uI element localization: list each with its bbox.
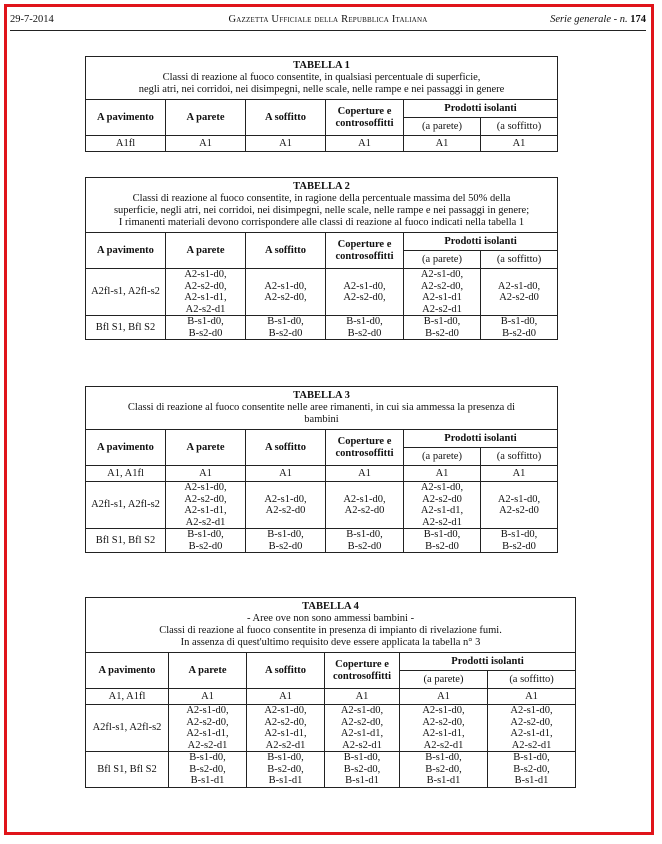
cell-line: B-s2-d0 bbox=[425, 540, 459, 552]
cell-line: B-s2-d0 bbox=[347, 540, 382, 552]
cell-line: A2-s2-d0, bbox=[264, 292, 307, 303]
table-cell bbox=[325, 752, 400, 788]
col-header-pavimento: A pavimento bbox=[86, 233, 166, 269]
table-cell bbox=[326, 482, 404, 529]
cell-line: A2-s2-d1 bbox=[423, 739, 464, 751]
cell-line: B-s1-d0, bbox=[423, 529, 461, 540]
cell-line: A2-s1-d1, bbox=[186, 728, 229, 739]
cell-line: A2fl-s1, A2fl-s2 bbox=[92, 722, 162, 734]
cell-line: A2fl-s1, A2fl-s2 bbox=[91, 286, 160, 298]
cell-line: B-s1-d0, bbox=[189, 752, 226, 763]
cell-line: B-s1-d0, bbox=[267, 752, 304, 763]
table-cell bbox=[404, 466, 481, 482]
col-header-pavimento: A pavimento bbox=[86, 653, 169, 689]
cell-line: A2-s1-d0, bbox=[340, 705, 384, 716]
col-header-prodotti: Prodotti isolanti bbox=[400, 653, 576, 671]
caption-line: Classi di reazione al fuoco consentite, in qualsiasi percentuale di superficie, bbox=[162, 72, 481, 83]
table-row bbox=[86, 316, 558, 340]
caption-line: I rimanenti materiali devono corrispondere alle classi di reazione al fuoco indicati nella tabella 1 bbox=[118, 217, 525, 228]
cell-line: A2-s2-d1 bbox=[342, 739, 382, 751]
caption-line: bambini bbox=[304, 414, 339, 425]
cell-line: B-s1-d0, bbox=[267, 529, 304, 540]
col-header-prodotti: Prodotti isolanti bbox=[404, 233, 558, 251]
table-title: TABELLA 3 bbox=[293, 390, 350, 401]
table-cell bbox=[246, 136, 326, 152]
cell-line: B-s2-d0, bbox=[267, 763, 304, 775]
col-header-pavimento: A pavimento bbox=[86, 100, 166, 136]
cell-line: A2-s2-d1 bbox=[422, 516, 462, 528]
table-cell bbox=[481, 466, 558, 482]
tabella-2 bbox=[85, 177, 558, 340]
caption-line: superficie, negli atri, nei corridoi, nei disimpegni, nelle scale, nelle rampe e nei passaggi in genere; bbox=[113, 205, 530, 216]
table-cell bbox=[481, 136, 558, 152]
table-cell bbox=[169, 752, 247, 788]
cell-line: A1fl bbox=[115, 137, 136, 149]
table-cell bbox=[326, 316, 404, 340]
table-cell bbox=[400, 752, 488, 788]
cell-line: A2-s1-d0, bbox=[184, 482, 227, 493]
col-header-parete: A parete bbox=[169, 653, 247, 689]
table-title: TABELLA 2 bbox=[293, 181, 350, 192]
table-cell bbox=[488, 752, 576, 788]
cell-line: A2-s2-d0, bbox=[184, 280, 227, 292]
table-row bbox=[86, 466, 558, 482]
cell-line: A2-s1-d1, bbox=[510, 728, 553, 739]
col-header-coperture: Coperture e controsoffitti bbox=[326, 100, 404, 136]
cell-line: A2-s1-d1 bbox=[422, 292, 462, 303]
table-caption bbox=[86, 57, 558, 100]
caption-line: Classi di reazione al fuoco consentite nelle aree rimanenti, in cui sia ammessa la presenza di bbox=[127, 402, 516, 413]
cell-line: A2-s1-d0, bbox=[497, 280, 541, 292]
cell-line: B-s2-d0 bbox=[502, 327, 536, 339]
cell-line: A1 bbox=[279, 137, 292, 149]
cell-line: A2-s1-d0, bbox=[510, 705, 553, 716]
cell-line: A2-s1-d0, bbox=[186, 705, 229, 716]
cell-line: A1 bbox=[358, 467, 371, 479]
cell-line: A2-s2-d0, bbox=[422, 716, 465, 728]
cell-line: A2-s1-d0, bbox=[420, 269, 464, 280]
table-cell bbox=[247, 689, 325, 705]
table-cell bbox=[481, 269, 558, 316]
table-cell bbox=[488, 689, 576, 705]
table-row bbox=[86, 705, 576, 752]
caption-line: Classi di reazione al fuoco consentite, in ragione della percentuale massima del 50% della bbox=[132, 193, 511, 204]
cell-line: B-s2-d0 bbox=[347, 327, 382, 339]
table-cell bbox=[86, 316, 166, 340]
cell-line: A2-s1-d1, bbox=[184, 292, 227, 303]
table-cell bbox=[86, 705, 169, 752]
col-subheader-parete: (a parete) bbox=[404, 251, 481, 269]
cell-line: A1 bbox=[199, 137, 212, 149]
col-header-coperture: Coperture e controsoffitti bbox=[326, 233, 404, 269]
table-row bbox=[86, 136, 558, 152]
caption-line: - Aree ove non sono ammessi bambini - bbox=[246, 613, 415, 624]
table-row bbox=[86, 689, 576, 705]
cell-line: A2-s1-d0, bbox=[497, 493, 541, 505]
cell-line: Bfl S1, Bfl S2 bbox=[95, 534, 156, 546]
cell-line: B-s2-d0 bbox=[188, 327, 223, 339]
cell-line: B-s1-d1 bbox=[268, 775, 303, 786]
cell-line: B-s1-d0, bbox=[500, 529, 538, 540]
col-header-soffitto: A soffitto bbox=[246, 233, 326, 269]
table-cell bbox=[488, 705, 576, 752]
cell-line: A2-s1-d0, bbox=[343, 280, 386, 292]
cell-line: B-s1-d1 bbox=[190, 775, 225, 786]
cell-line: A1 bbox=[279, 467, 292, 479]
table-cell bbox=[166, 136, 246, 152]
cell-line: B-s1-d0, bbox=[423, 316, 461, 327]
cell-line: A1 bbox=[512, 467, 526, 479]
table-cell bbox=[400, 689, 488, 705]
table-cell bbox=[404, 269, 481, 316]
cell-line: B-s2-d0, bbox=[513, 763, 550, 775]
cell-line: Bfl S1, Bfl S2 bbox=[97, 763, 157, 775]
table-cell bbox=[86, 269, 166, 316]
cell-line: A2-s1-d0, bbox=[184, 269, 227, 280]
table-cell bbox=[166, 316, 246, 340]
cell-line: A2-s2-d0, bbox=[340, 716, 384, 728]
cell-line: A2-s2-d0, bbox=[264, 716, 307, 728]
cell-line: A1 bbox=[199, 467, 212, 479]
col-header-pavimento: A pavimento bbox=[86, 430, 166, 466]
col-header-soffitto: A soffitto bbox=[247, 653, 325, 689]
table-cell bbox=[404, 529, 481, 553]
cell-line: A2-s2-d0 bbox=[499, 292, 539, 303]
cell-line: A2-s2-d1 bbox=[185, 303, 226, 315]
table-cell bbox=[86, 136, 166, 152]
table-cell bbox=[481, 482, 558, 529]
table-cell bbox=[246, 316, 326, 340]
cell-line: A2-s1-d1, bbox=[422, 728, 465, 739]
cell-line: A2-s1-d0, bbox=[264, 493, 307, 505]
cell-line: A2-s2-d0, bbox=[184, 493, 227, 505]
cell-line: A1 bbox=[512, 137, 526, 149]
cell-line: A2fl-s1, A2fl-s2 bbox=[91, 499, 160, 511]
table-caption bbox=[86, 598, 576, 653]
tabella-4 bbox=[85, 597, 576, 788]
cell-line: B-s1-d0, bbox=[346, 316, 383, 327]
table-cell bbox=[326, 529, 404, 553]
caption-line: In assenza di quest'ultimo requisito deve essere applicata la tabella n° 3 bbox=[180, 637, 481, 648]
table-row bbox=[86, 269, 558, 316]
table-cell bbox=[404, 136, 481, 152]
table-cell bbox=[169, 689, 247, 705]
col-subheader-parete: (a parete) bbox=[404, 118, 481, 136]
table-cell bbox=[400, 705, 488, 752]
cell-line: A2-s2-d1 bbox=[185, 516, 226, 528]
cell-line: A2-s2-d0 bbox=[499, 505, 539, 516]
cell-line: A2-s1-d1, bbox=[184, 505, 227, 516]
cell-line: B-s1-d1 bbox=[345, 775, 379, 786]
table-cell bbox=[481, 316, 558, 340]
table-cell bbox=[166, 482, 246, 529]
table-row bbox=[86, 752, 576, 788]
table-cell bbox=[481, 529, 558, 553]
table-cell bbox=[86, 752, 169, 788]
cell-line: B-s1-d0, bbox=[187, 316, 224, 327]
table-cell bbox=[247, 752, 325, 788]
cell-line: A1 bbox=[435, 137, 449, 149]
col-subheader-soffitto: (a soffitto) bbox=[481, 251, 558, 269]
col-header-soffitto: A soffitto bbox=[246, 100, 326, 136]
caption-line: Classi di reazione al fuoco consentite in presenza di impianto di rivelazione fumi. bbox=[159, 625, 502, 636]
table-cell bbox=[326, 136, 404, 152]
cell-line: A2-s1-d1, bbox=[420, 505, 464, 516]
cell-line: A2-s2-d0 bbox=[422, 493, 462, 505]
table-cell bbox=[325, 689, 400, 705]
col-header-coperture: Coperture e controsoffitti bbox=[325, 653, 400, 689]
header-rule bbox=[10, 30, 646, 31]
header-series-label: Serie generale - n. bbox=[550, 14, 628, 25]
cell-line: B-s1-d0, bbox=[500, 316, 538, 327]
table-title: TABELLA 1 bbox=[293, 60, 350, 71]
cell-line: B-s1-d0, bbox=[425, 752, 462, 763]
header-title: Gazzetta Ufficiale della Repubblica Italiana bbox=[228, 14, 428, 25]
table-cell bbox=[166, 466, 246, 482]
cell-line: B-s1-d0, bbox=[267, 316, 304, 327]
cell-line: A1 bbox=[435, 467, 449, 479]
tabella-3 bbox=[85, 386, 558, 553]
cell-line: B-s2-d0 bbox=[425, 327, 459, 339]
cell-line: B-s2-d0 bbox=[268, 327, 303, 339]
cell-line: A2-s2-d0, bbox=[186, 716, 229, 728]
header-series-number: 174 bbox=[630, 14, 646, 25]
col-subheader-soffitto: (a soffitto) bbox=[481, 118, 558, 136]
cell-line: A2-s2-d1 bbox=[422, 303, 462, 315]
table-cell bbox=[86, 482, 166, 529]
cell-line: A1 bbox=[355, 690, 369, 702]
cell-line: A2-s1-d0, bbox=[420, 482, 464, 493]
cell-line: A2-s1-d1, bbox=[340, 728, 384, 739]
table-caption bbox=[86, 178, 558, 233]
cell-line: A2-s2-d1 bbox=[187, 739, 228, 751]
cell-line: Bfl S1, Bfl S2 bbox=[95, 321, 156, 333]
header-date: 29-7-2014 bbox=[10, 14, 54, 25]
col-header-soffitto: A soffitto bbox=[246, 430, 326, 466]
table-cell bbox=[86, 529, 166, 553]
table-cell bbox=[169, 705, 247, 752]
header-series bbox=[550, 14, 646, 25]
col-header-prodotti: Prodotti isolanti bbox=[404, 100, 558, 118]
table-cell bbox=[166, 529, 246, 553]
table-cell bbox=[404, 482, 481, 529]
table-cell bbox=[404, 316, 481, 340]
cell-line: A2-s1-d0, bbox=[422, 705, 465, 716]
table-caption bbox=[86, 387, 558, 430]
table-cell bbox=[326, 269, 404, 316]
table-title: TABELLA 4 bbox=[302, 601, 359, 612]
cell-line: B-s2-d0 bbox=[502, 540, 536, 552]
cell-line: A1 bbox=[201, 690, 214, 702]
tabella-1 bbox=[85, 56, 558, 152]
col-header-coperture: Coperture e controsoffitti bbox=[326, 430, 404, 466]
table-cell bbox=[86, 466, 166, 482]
col-header-parete: A parete bbox=[166, 100, 246, 136]
table-cell bbox=[246, 466, 326, 482]
cell-line: A2-s2-d0 bbox=[265, 505, 306, 516]
table-cell bbox=[246, 482, 326, 529]
col-header-prodotti: Prodotti isolanti bbox=[404, 430, 558, 448]
table-cell bbox=[325, 705, 400, 752]
cell-line: B-s2-d0, bbox=[425, 763, 462, 775]
cell-line: B-s2-d0, bbox=[343, 763, 381, 775]
cell-line: A2-s2-d0, bbox=[343, 292, 386, 303]
table-row bbox=[86, 482, 558, 529]
cell-line: B-s1-d1 bbox=[426, 775, 461, 786]
cell-line: A2-s1-d0, bbox=[343, 493, 386, 505]
table-row bbox=[86, 529, 558, 553]
cell-line: A2-s2-d0, bbox=[510, 716, 553, 728]
cell-line: A2-s1-d0, bbox=[264, 280, 307, 292]
page-header bbox=[10, 14, 646, 28]
cell-line: B-s1-d0, bbox=[346, 529, 383, 540]
cell-line: B-s1-d1 bbox=[514, 775, 549, 786]
cell-line: A1, A1fl bbox=[107, 467, 144, 479]
cell-line: B-s2-d0 bbox=[268, 540, 303, 552]
cell-line: B-s2-d0, bbox=[189, 763, 226, 775]
cell-line: B-s1-d0, bbox=[513, 752, 550, 763]
table-cell bbox=[166, 269, 246, 316]
col-subheader-soffitto: (a soffitto) bbox=[481, 448, 558, 466]
table-cell bbox=[86, 689, 169, 705]
cell-line: A2-s2-d1 bbox=[265, 739, 306, 751]
cell-line: B-s2-d0 bbox=[188, 540, 223, 552]
col-subheader-parete: (a parete) bbox=[404, 448, 481, 466]
cell-line: A1, A1fl bbox=[108, 690, 146, 702]
caption-line: negli atri, nei corridoi, nei disimpegni, nelle scale, nelle rampe e nei passaggi in genere bbox=[138, 84, 505, 95]
col-subheader-parete: (a parete) bbox=[400, 671, 488, 689]
cell-line: A2-s1-d0, bbox=[264, 705, 307, 716]
cell-line: B-s1-d0, bbox=[187, 529, 224, 540]
cell-line: B-s1-d0, bbox=[343, 752, 381, 763]
cell-line: A2-s2-d1 bbox=[511, 739, 552, 751]
table-cell bbox=[326, 466, 404, 482]
cell-line: A1 bbox=[358, 137, 371, 149]
table-cell bbox=[246, 529, 326, 553]
cell-line: A1 bbox=[525, 690, 538, 702]
col-header-parete: A parete bbox=[166, 430, 246, 466]
cell-line: A2-s1-d1, bbox=[264, 728, 307, 739]
table-cell bbox=[247, 705, 325, 752]
table-cell bbox=[246, 269, 326, 316]
cell-line: A1 bbox=[437, 690, 450, 702]
col-header-parete: A parete bbox=[166, 233, 246, 269]
cell-line: A2-s2-d0, bbox=[420, 280, 464, 292]
col-subheader-soffitto: (a soffitto) bbox=[488, 671, 576, 689]
cell-line: A1 bbox=[279, 690, 292, 702]
cell-line: A2-s2-d0 bbox=[344, 505, 385, 516]
